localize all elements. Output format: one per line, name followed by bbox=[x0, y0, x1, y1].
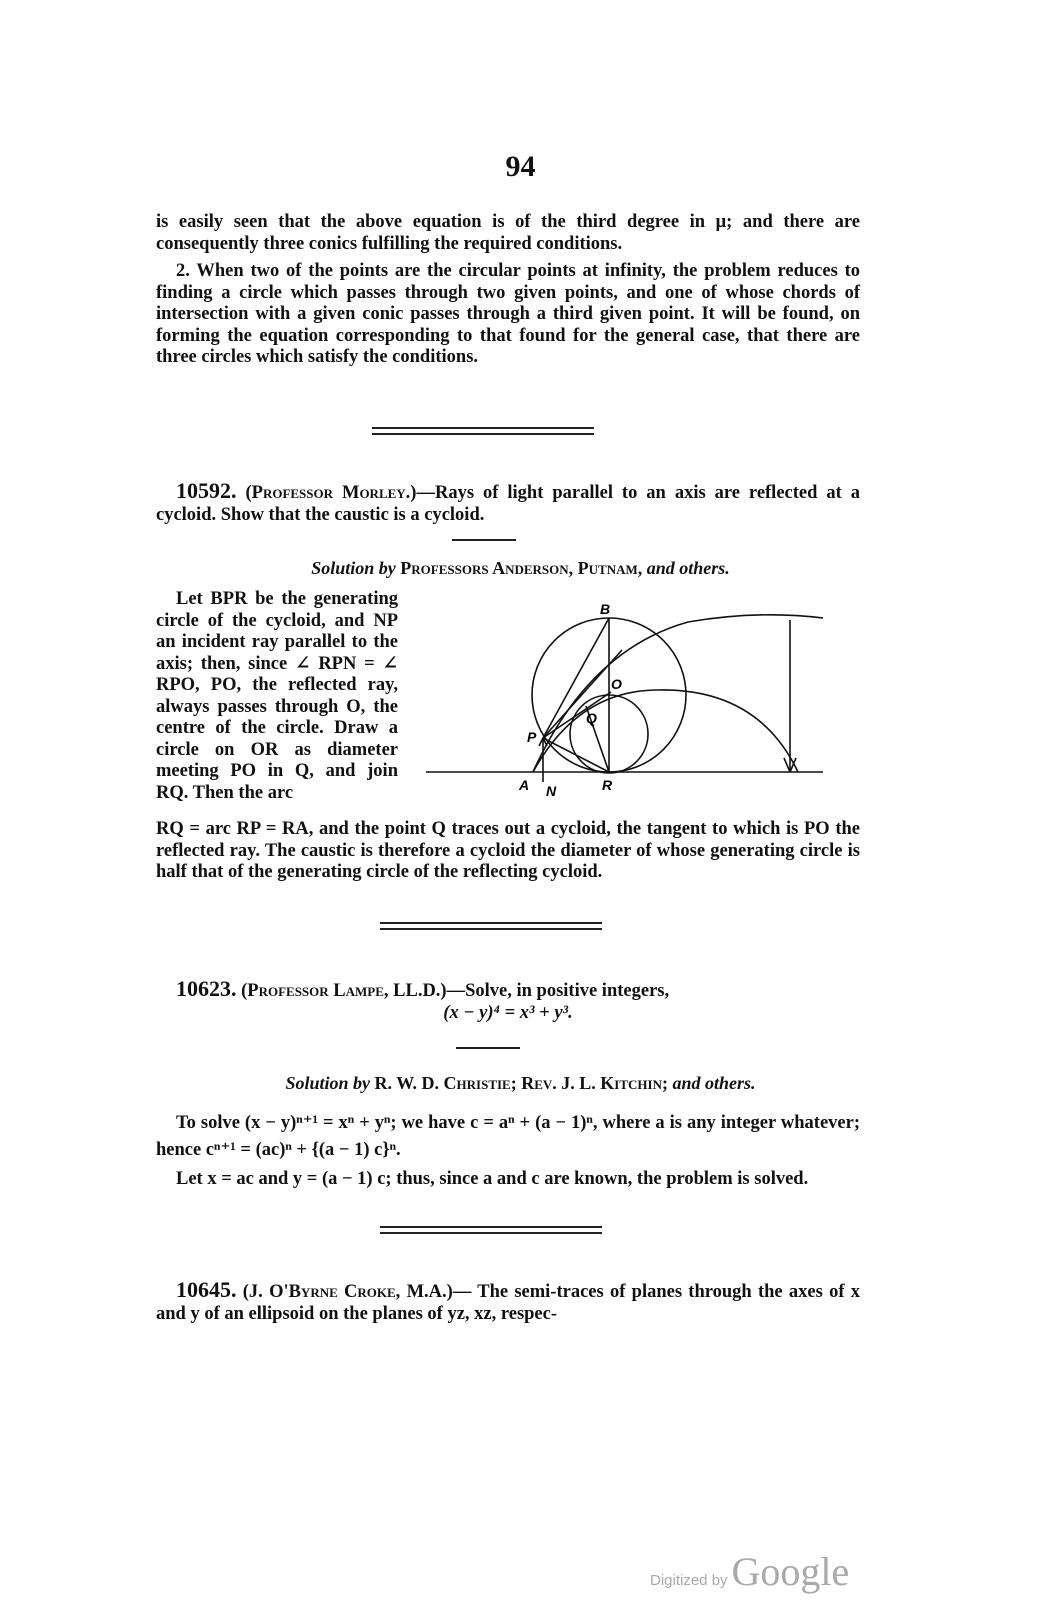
question-number: 10592. bbox=[176, 478, 237, 503]
question-author: (Professor Morley.) bbox=[245, 483, 417, 503]
solution-by: Solution by bbox=[311, 558, 396, 578]
solution-others: and others. bbox=[672, 1073, 756, 1093]
label-a: A bbox=[519, 777, 530, 793]
section-divider bbox=[372, 427, 594, 435]
question-10592 bbox=[156, 480, 860, 526]
reflecting-cycloid bbox=[533, 615, 823, 772]
right-arrow-l bbox=[784, 758, 790, 772]
solution-others: and others. bbox=[646, 558, 730, 578]
tangent-line bbox=[543, 650, 622, 738]
solution-continued bbox=[156, 819, 860, 884]
label-b: B bbox=[600, 601, 611, 617]
question-author: (Professor Lampe, LL.D.) bbox=[241, 981, 447, 1001]
section-divider bbox=[380, 922, 602, 930]
chord-bp bbox=[543, 618, 609, 738]
question-text: — The semi-traces of planes through the axes of x and y of an ellipsoid on the planes of yz, xz, respec- bbox=[156, 1282, 860, 1324]
solution-text-cont: RQ = arc RP = RA, and the point Q traces out a cycloid, the tangent to which is PO the reflected ray. The caustic is therefore a cycloid the diameter of whose generating circle is half that of the generating circle of the reflecting cycloid. bbox=[156, 819, 860, 882]
question-number: 10623. bbox=[176, 976, 237, 1001]
question-number: 10645. bbox=[176, 1277, 237, 1302]
label-n: N bbox=[546, 783, 557, 799]
label-o: O bbox=[611, 676, 622, 692]
watermark-small: Digitized by bbox=[650, 1572, 728, 1589]
short-rule bbox=[452, 539, 516, 541]
cycloid-figure bbox=[438, 601, 828, 800]
intro-text-1: is easily seen that the above equation is of the third degree in μ; and there are consequently three conics fulfilling the required conditions. bbox=[156, 212, 860, 254]
solution-line-2: Let x = ac and y = (a − 1) c; thus, since a and c are known, the problem is solved. bbox=[176, 1169, 809, 1189]
question-10645 bbox=[156, 1279, 860, 1325]
page-number: 94 bbox=[505, 150, 536, 183]
solution-side-text bbox=[156, 589, 398, 804]
solution-10623-b bbox=[156, 1168, 860, 1190]
solution-heading bbox=[0, 558, 1041, 579]
label-r: R bbox=[602, 777, 613, 793]
short-rule bbox=[456, 1047, 520, 1049]
label-p: P bbox=[527, 729, 537, 745]
question-10623 bbox=[156, 978, 860, 1024]
intro-paragraph-2 bbox=[156, 261, 860, 369]
solution-10623 bbox=[156, 1110, 860, 1164]
question-equation: (x − y)⁴ = x³ + y³. bbox=[443, 1002, 573, 1023]
question-text: —Solve, in positive integers, bbox=[446, 981, 670, 1001]
question-author: (J. O'Byrne Croke, M.A.) bbox=[242, 1282, 453, 1302]
solution-names: R. W. D. Christie; Rev. J. L. Kitchin; bbox=[374, 1073, 668, 1093]
watermark-logo: Google bbox=[731, 1549, 850, 1594]
solution-text-side: Let BPR be the generating circle of the cycloid, and NP an incident ray parallel to the axis; then, since ∠ RPN = ∠ RPO, PO, the reflected ray, always passes through O, the centre of the circle. Draw a circle on OR as diameter meeting PO in Q, and join RQ. Then the arc bbox=[156, 589, 398, 803]
caustic-cycloid bbox=[533, 690, 798, 772]
question-text: —Rays of light parallel to an axis are reflected at a cycloid. Show that the caustic is a cycloid. bbox=[156, 483, 861, 525]
solution-line-1: To solve (x − y)ⁿ⁺¹ = xⁿ + yⁿ; we have c = aⁿ + (a − 1)ⁿ, where a is any integer whatever; hence cⁿ⁺¹ = (ac)ⁿ + {(a − 1) c}ⁿ. bbox=[156, 1113, 860, 1160]
intro-text-2: 2. When two of the points are the circular points at infinity, the problem reduces to finding a circle which passes through two given points, and one of whose chords of intersection with a given conic passes through a third given point. It will be found, on forming the equation corresponding to that found for the general case, that there are three circles which satisfy the conditions. bbox=[156, 261, 860, 367]
label-q: Q bbox=[586, 710, 597, 726]
solution-names: Professors Anderson, Putnam, bbox=[400, 558, 643, 578]
solution-heading bbox=[0, 1073, 1041, 1094]
intro-paragraph-1 bbox=[156, 212, 860, 255]
watermark bbox=[650, 1548, 849, 1595]
section-divider bbox=[380, 1226, 602, 1234]
solution-by: Solution by bbox=[285, 1073, 371, 1093]
